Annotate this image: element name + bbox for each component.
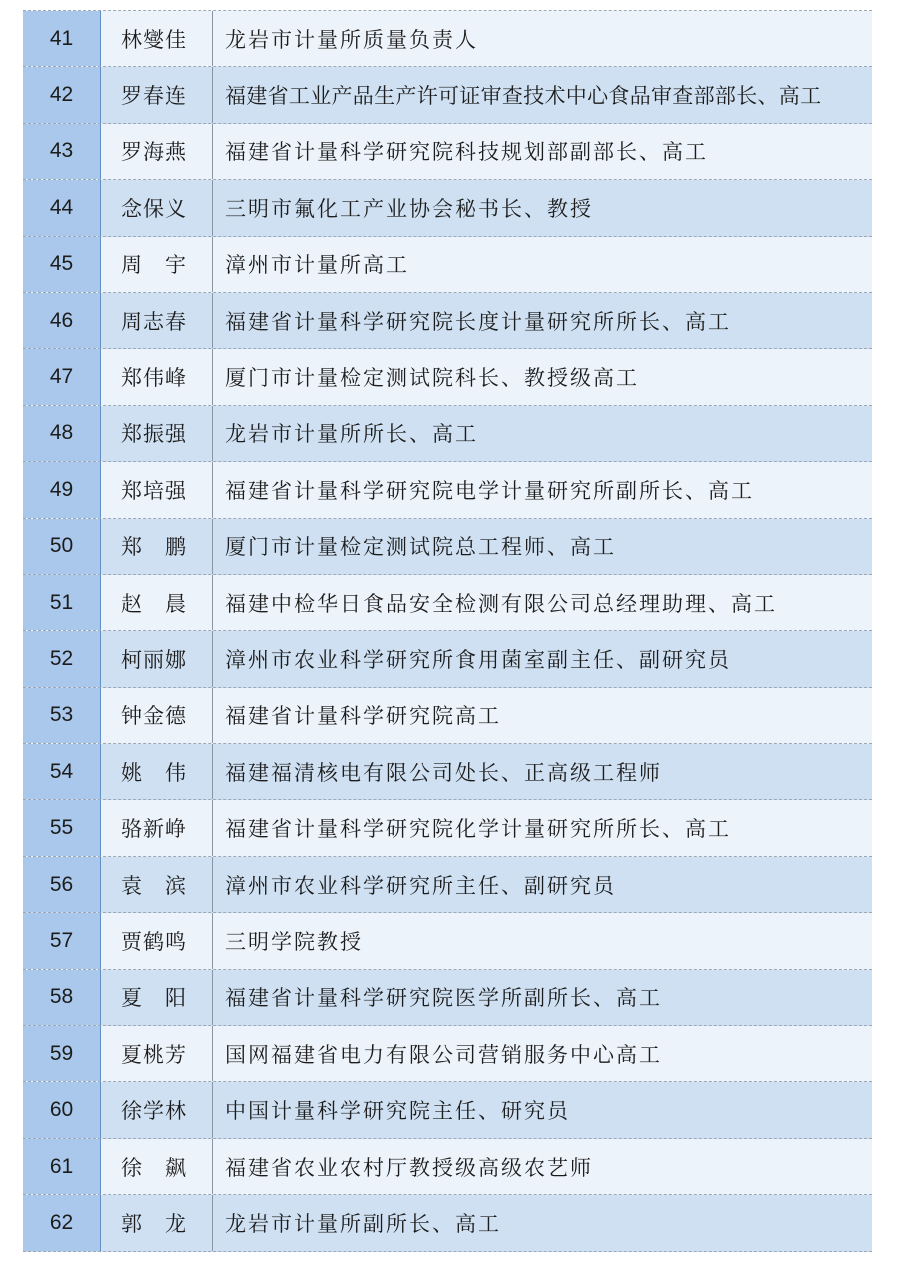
- row-number: 52: [23, 631, 101, 686]
- table-row: [23, 124, 872, 180]
- member-name: 骆新峥: [101, 800, 213, 855]
- member-title: 福建中检华日食品安全检测有限公司总经理助理、高工: [225, 591, 777, 616]
- table-row: [23, 575, 872, 631]
- member-title: 漳州市农业科学研究所食用菌室副主任、副研究员: [225, 647, 731, 672]
- table-row: [23, 1026, 872, 1082]
- table-row: [23, 11, 872, 67]
- table-row: [23, 349, 872, 405]
- table-row: [23, 631, 872, 687]
- row-number: 61: [23, 1139, 101, 1194]
- row-number: 41: [23, 11, 101, 66]
- member-title: 福建福清核电有限公司处长、正高级工程师: [225, 760, 662, 785]
- table-row: [23, 744, 872, 800]
- row-number: 45: [23, 237, 101, 292]
- member-name: 周志春: [101, 293, 213, 348]
- row-number: 50: [23, 519, 101, 574]
- member-title: 漳州市计量所高工: [225, 253, 409, 278]
- member-name: 夏桃芳: [101, 1026, 213, 1081]
- member-name: 贾鹤鸣: [101, 913, 213, 968]
- row-number: 46: [23, 293, 101, 348]
- table-row: [23, 1082, 872, 1138]
- table-row: [23, 67, 872, 123]
- member-title: 龙岩市计量所副所长、高工: [225, 1211, 501, 1236]
- row-number: 54: [23, 744, 101, 799]
- table-row: [23, 180, 872, 236]
- member-title: 福建省计量科学研究院电学计量研究所副所长、高工: [225, 478, 754, 503]
- member-title: 福建省计量科学研究院科技规划部副部长、高工: [225, 140, 708, 165]
- member-name: 柯丽娜: [101, 631, 213, 686]
- row-number: 57: [23, 913, 101, 968]
- row-number: 60: [23, 1082, 101, 1137]
- member-title: 福建省计量科学研究院化学计量研究所所长、高工: [225, 817, 731, 842]
- row-number: 55: [23, 800, 101, 855]
- member-title: 福建省计量科学研究院医学所副所长、高工: [225, 986, 662, 1011]
- member-name: 周 宇: [101, 237, 213, 292]
- row-number: 43: [23, 124, 101, 179]
- member-name: 念保义: [101, 180, 213, 235]
- row-number: 44: [23, 180, 101, 235]
- member-name: 徐学林: [101, 1082, 213, 1137]
- table-row: [23, 688, 872, 744]
- member-name: 罗海燕: [101, 124, 213, 179]
- member-title: 厦门市计量检定测试院总工程师、高工: [225, 535, 616, 560]
- table-row: [23, 970, 872, 1026]
- member-name: 郑振强: [101, 406, 213, 461]
- member-title: 三明市氟化工产业协会秘书长、教授: [225, 196, 593, 221]
- table-row: [23, 1139, 872, 1195]
- member-title: 福建省计量科学研究院长度计量研究所所长、高工: [225, 309, 731, 334]
- member-name: 罗春连: [101, 67, 213, 122]
- member-name: 夏 阳: [101, 970, 213, 1025]
- member-name: 姚 伟: [101, 744, 213, 799]
- table-row: [23, 462, 872, 518]
- member-name: 郭 龙: [101, 1195, 213, 1250]
- member-name: 郑培强: [101, 462, 213, 517]
- table-row: [23, 1195, 872, 1251]
- member-title: 中国计量科学研究院主任、研究员: [225, 1099, 570, 1124]
- member-title: 国网福建省电力有限公司营销服务中心高工: [225, 1042, 662, 1067]
- member-name: 袁 滨: [101, 857, 213, 912]
- member-name: 赵 晨: [101, 575, 213, 630]
- row-number: 42: [23, 67, 101, 122]
- member-name: 郑 鹏: [101, 519, 213, 574]
- member-title: 龙岩市计量所质量负责人: [225, 27, 478, 52]
- member-name: 徐 飙: [101, 1139, 213, 1194]
- member-title: 三明学院教授: [225, 929, 363, 954]
- member-title: 福建省工业产品生产许可证审查技术中心食品审查部部长、高工: [225, 84, 822, 109]
- member-title: 福建省计量科学研究院高工: [225, 704, 501, 729]
- member-title: 漳州市农业科学研究所主任、副研究员: [225, 873, 616, 898]
- table-row: [23, 237, 872, 293]
- row-number: 51: [23, 575, 101, 630]
- row-number: 59: [23, 1026, 101, 1081]
- table-row: [23, 406, 872, 462]
- member-name: 钟金德: [101, 688, 213, 743]
- member-name: 林燮佳: [101, 11, 213, 66]
- row-number: 53: [23, 688, 101, 743]
- table-row: [23, 857, 872, 913]
- table-row: [23, 293, 872, 349]
- row-number: 62: [23, 1195, 101, 1250]
- table-row: [23, 519, 872, 575]
- row-number: 58: [23, 970, 101, 1025]
- member-table: [23, 10, 872, 1252]
- member-name: 郑伟峰: [101, 349, 213, 404]
- row-number: 56: [23, 857, 101, 912]
- row-number: 49: [23, 462, 101, 517]
- member-title: 福建省农业农村厅教授级高级农艺师: [225, 1155, 593, 1180]
- member-title: 龙岩市计量所所长、高工: [225, 422, 478, 447]
- table-row: [23, 913, 872, 969]
- row-number: 47: [23, 349, 101, 404]
- row-number: 48: [23, 406, 101, 461]
- member-title: 厦门市计量检定测试院科长、教授级高工: [225, 366, 639, 391]
- table-row: [23, 800, 872, 856]
